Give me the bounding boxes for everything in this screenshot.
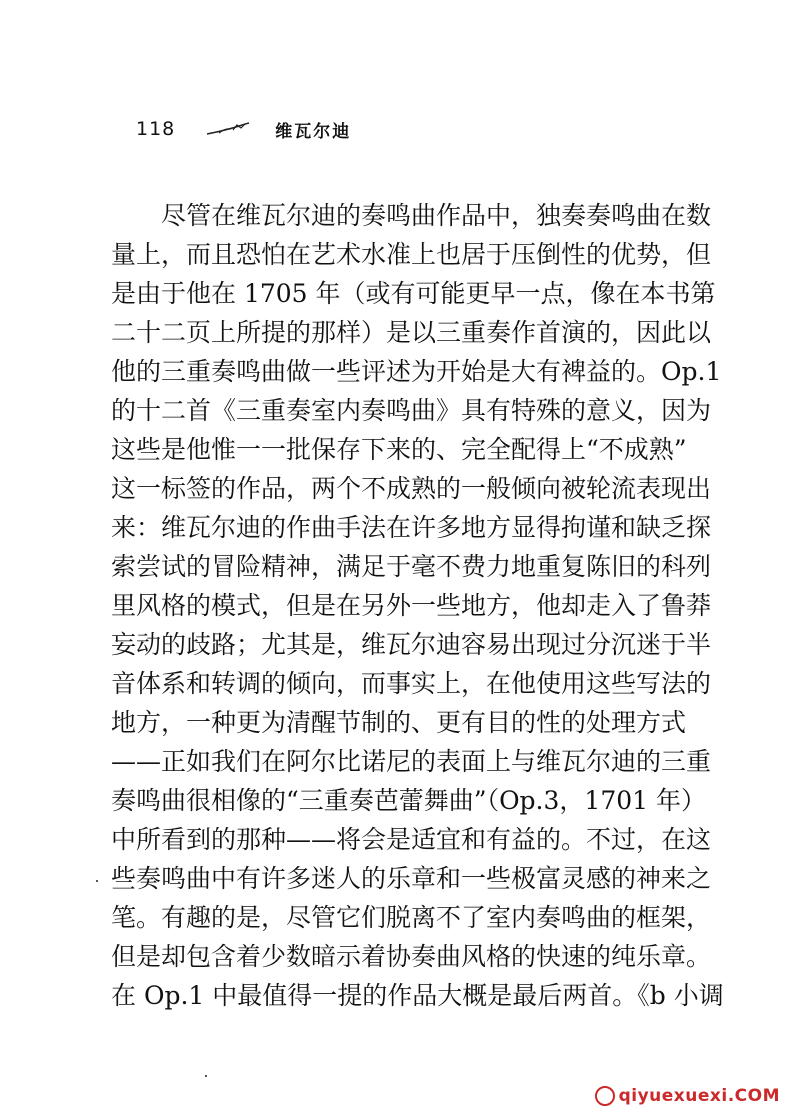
text-line: 他的三重奏鸣曲做一些评述为开始是大有裨益的。Op.1 [111,357,722,386]
text-line: 但是却包含着少数暗示着协奏曲风格的快速的纯乐章。 [111,942,712,971]
text-line: 索尝试的冒险精神，满足于毫不费力地重复陈旧的科列 [111,552,712,581]
scan-speck [96,880,98,882]
body-paragraph [111,196,724,1015]
text-line: 的十二首《三重奏室内奏鸣曲》具有特殊的意义，因为 [111,396,712,425]
text-line: 尽管在维瓦尔迪的奏鸣曲作品中，独奏奏鸣曲在数 [161,201,712,230]
watermark-text: qiyuexuexi.COM [618,1086,780,1106]
watermark-logo-icon [595,1086,615,1106]
text-line: 这一标签的作品，两个不成熟的一般倾向被轮流表现出 [111,474,712,503]
page-number: 118 [136,118,176,140]
text-line: 妄动的歧路；尤其是，维瓦尔迪容易出现过分沉迷于半 [111,630,712,659]
text-line: 这些是他惟一一批保存下来的、完全配得上“不成熟” [111,435,687,464]
text-line: 些奏鸣曲中有许多迷人的乐章和一些极富灵感的神来之 [111,864,712,893]
text-line: 音体系和转调的倾向，而事实上，在他使用这些写法的 [111,669,712,698]
text-line: 里风格的模式，但是在另外一些地方，他却走入了鲁莽 [111,591,712,620]
text-line: 地方，一种更为清醒节制的、更有目的性的处理方式 [111,708,687,737]
text-line: 奏鸣曲很相像的“三重奏芭蕾舞曲”（Op.3，1701 年） [111,786,706,815]
text-line: 是由于他在 1705 年（或有可能更早一点，像在本书第 [111,279,716,308]
text-line: 在 Op.1 中最值得一提的作品大概是最后两首。《b 小调 [111,981,724,1010]
text-line: 来：维瓦尔迪的作曲手法在许多地方显得拘谨和缺乏探 [111,513,712,542]
running-title: 维瓦尔迪 [275,121,352,142]
scan-speck [205,1075,207,1077]
text-line: 二十二页上所提的那样）是以三重奏作首演的，因此以 [111,318,712,347]
site-watermark [595,1086,780,1106]
text-line: 笔。有趣的是，尽管它们脱离不了室内奏鸣曲的框架， [111,903,712,932]
text-line: ——正如我们在阿尔比诺尼的表面上与维瓦尔迪的三重 [111,747,712,776]
text-line: 量上，而且恐怕在艺术水准上也居于压倒性的优势，但 [111,240,712,269]
text-line: 中所看到的那种——将会是适宜和有益的。不过，在这 [111,825,712,854]
ornament-icon [205,122,251,136]
running-header [136,112,351,146]
